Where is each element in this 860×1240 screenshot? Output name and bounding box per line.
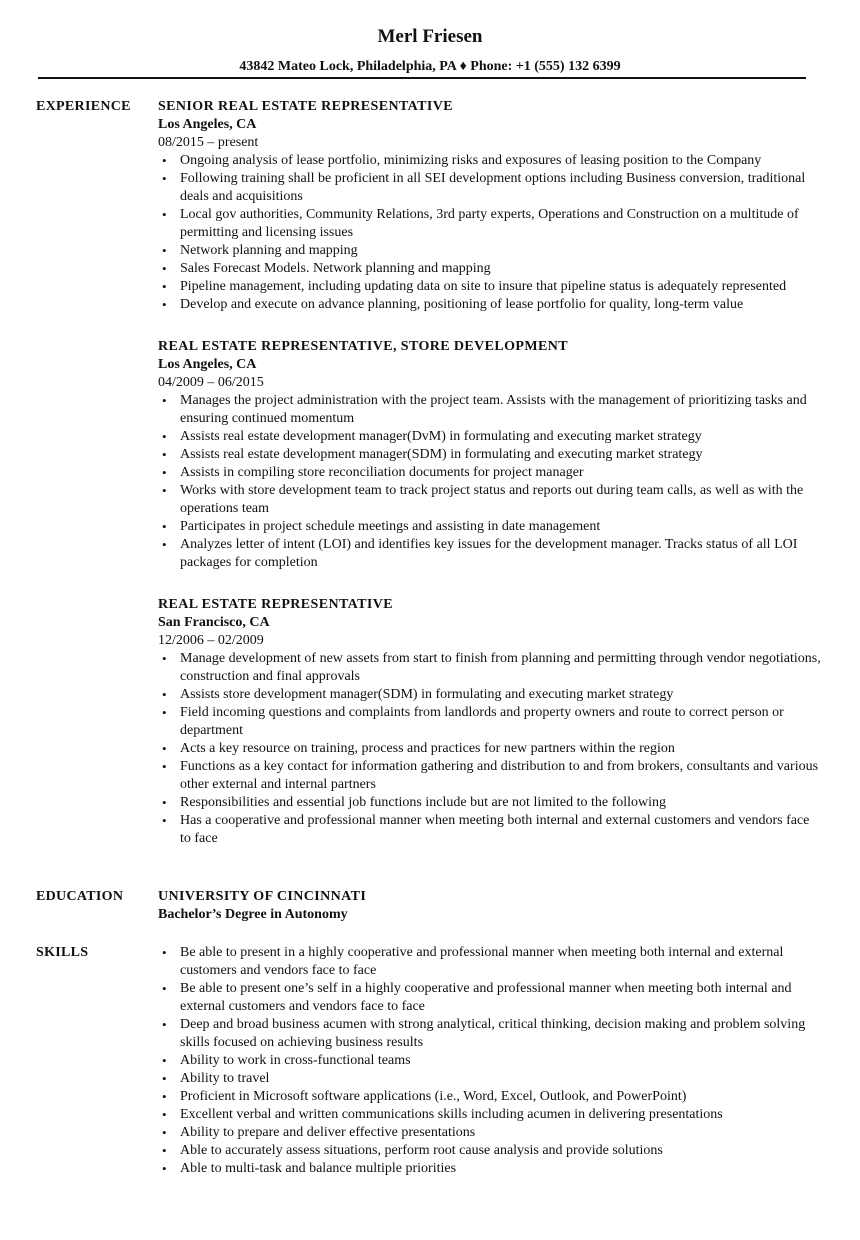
list-item: • Analyzes letter of intent (LOI) and identifies key issues for the development manager. Tracks status of all LOI packages for completion <box>162 537 798 570</box>
list-item: • Excellent verbal and written communications skills including acumen in delivering presentations <box>162 1107 723 1122</box>
list-item: • Assists in compiling store reconciliation documents for project manager <box>162 465 584 480</box>
list-item: • Be able to present in a highly cooperative and professional manner when meeting both internal and external customers and vendors face to face <box>162 945 784 978</box>
list-item: • Manages the project administration with the project team. Assists with the management of prioritizing tasks and ensuring continued momentum <box>162 393 807 426</box>
list-item: • Has a cooperative and professional manner when meeting both internal and external customers and vendors face to face <box>162 813 810 846</box>
education-degree: Bachelor’s Degree in Autonomy <box>158 907 348 922</box>
list-item: • Acts a key resource on training, process and practices for new partners within the region <box>162 741 675 756</box>
bullet-icon: • <box>162 1071 167 1086</box>
bullet-icon: • <box>162 705 167 720</box>
bullet-icon: • <box>162 243 167 258</box>
list-item: • Be able to present one’s self in a highly cooperative and professional manner when meeting both internal and external customers and vendors face to face <box>162 981 792 1014</box>
list-item: • Proficient in Microsoft software applications (i.e., Word, Excel, Outlook, and PowerPoint) <box>162 1089 687 1104</box>
job-location: San Francisco, CA <box>158 615 270 630</box>
list-item: • Works with store development team to track project status and reports out during team calls, as well as with the operations team <box>162 483 804 516</box>
bullet-icon: • <box>162 813 167 828</box>
list-item: • Pipeline management, including updating data on site to insure that pipeline status is adequately represented <box>162 279 787 294</box>
list-item: • Sales Forecast Models. Network planning and mapping <box>162 261 491 276</box>
list-item: • Ability to work in cross-functional teams <box>162 1053 411 1068</box>
header-divider <box>38 77 806 79</box>
job-entry <box>158 338 823 572</box>
bullet-icon: • <box>162 759 167 774</box>
list-item: • Develop and execute on advance planning, positioning of lease portfolio for quality, long-term value <box>162 297 744 312</box>
list-item: • Following training shall be proficient in all SEI development options including Business conversion, traditional deals and acquisitions <box>162 171 806 204</box>
skills-section <box>158 944 823 1178</box>
bullet-icon: • <box>162 687 167 702</box>
bullet-icon: • <box>162 519 167 534</box>
job-dates: 12/2006 – 02/2009 <box>158 633 264 648</box>
list-item: • Assists store development manager(SDM) in formulating and executing market strategy <box>162 687 674 702</box>
contact-line: 43842 Mateo Lock, Philadelphia, PA ♦ Phone: +1 (555) 132 6399 <box>239 59 621 74</box>
bullet-icon: • <box>162 981 167 996</box>
list-item: • Assists real estate development manager(SDM) in formulating and executing market strategy <box>162 447 703 462</box>
job-title: REAL ESTATE REPRESENTATIVE, STORE DEVELOPMENT <box>158 339 568 354</box>
candidate-name: Merl Friesen <box>377 26 483 47</box>
job-title: SENIOR REAL ESTATE REPRESENTATIVE <box>158 99 453 114</box>
bullet-icon: • <box>162 207 167 222</box>
job-location: Los Angeles, CA <box>158 117 257 132</box>
bullet-icon: • <box>162 1161 167 1176</box>
bullet-icon: • <box>162 483 167 498</box>
list-item: • Ability to travel <box>162 1071 270 1086</box>
bullet-icon: • <box>162 297 167 312</box>
list-item: • Ongoing analysis of lease portfolio, minimizing risks and exposures of leasing position to the Company <box>162 153 762 168</box>
bullet-icon: • <box>162 171 167 186</box>
bullet-icon: • <box>162 1053 167 1068</box>
bullet-icon: • <box>162 261 167 276</box>
skills-bullets <box>158 944 823 1178</box>
bullet-icon: • <box>162 279 167 294</box>
job-entry <box>158 98 823 314</box>
bullet-icon: • <box>162 465 167 480</box>
job-bullets <box>158 650 823 848</box>
list-item: • Responsibilities and essential job functions include but are not limited to the following <box>162 795 667 810</box>
experience-heading: EXPERIENCE <box>36 99 131 114</box>
bullet-icon: • <box>162 651 167 666</box>
job-dates: 04/2009 – 06/2015 <box>158 375 264 390</box>
job-entry <box>158 596 823 848</box>
bullet-icon: • <box>162 1125 167 1140</box>
list-item: • Deep and broad business acumen with strong analytical, critical thinking, decision making and problem solving skills focused on achieving business results <box>162 1017 806 1050</box>
list-item: • Ability to prepare and deliver effective presentations <box>162 1125 476 1140</box>
list-item: • Able to accurately assess situations, perform root cause analysis and provide solutions <box>162 1143 663 1158</box>
bullet-icon: • <box>162 1143 167 1158</box>
bullet-icon: • <box>162 153 167 168</box>
job-dates: 08/2015 – present <box>158 135 259 150</box>
education-section <box>158 888 823 924</box>
bullet-icon: • <box>162 1017 167 1032</box>
list-item: • Field incoming questions and complaints from landlords and property owners and route to correct person or department <box>162 705 784 738</box>
bullet-icon: • <box>162 741 167 756</box>
bullet-icon: • <box>162 945 167 960</box>
list-item: • Manage development of new assets from start to finish from planning and permitting through vendor negotiations, construction and final approvals <box>162 651 821 684</box>
bullet-icon: • <box>162 447 167 462</box>
list-item: • Able to multi-task and balance multiple priorities <box>162 1161 457 1176</box>
education-school: UNIVERSITY OF CINCINNATI <box>158 889 367 904</box>
bullet-icon: • <box>162 537 167 552</box>
skills-heading: SKILLS <box>36 945 89 960</box>
list-item: • Local gov authorities, Community Relations, 3rd party experts, Operations and Construction on a multitude of permitting and licensing issues <box>162 207 799 240</box>
job-title: REAL ESTATE REPRESENTATIVE <box>158 597 393 612</box>
bullet-icon: • <box>162 429 167 444</box>
job-bullets <box>158 152 823 314</box>
list-item: • Network planning and mapping <box>162 243 358 258</box>
bullet-icon: • <box>162 393 167 408</box>
experience-section <box>158 98 823 848</box>
list-item: • Functions as a key contact for information gathering and distribution to and from brokers, consultants and various other external and internal partners <box>162 759 819 792</box>
bullet-icon: • <box>162 1107 167 1122</box>
education-heading: EDUCATION <box>36 889 124 904</box>
job-bullets <box>158 392 823 572</box>
job-location: Los Angeles, CA <box>158 357 257 372</box>
bullet-icon: • <box>162 795 167 810</box>
list-item: • Assists real estate development manager(DvM) in formulating and executing market strategy <box>162 429 702 444</box>
list-item: • Participates in project schedule meetings and assisting in date management <box>162 519 601 534</box>
bullet-icon: • <box>162 1089 167 1104</box>
